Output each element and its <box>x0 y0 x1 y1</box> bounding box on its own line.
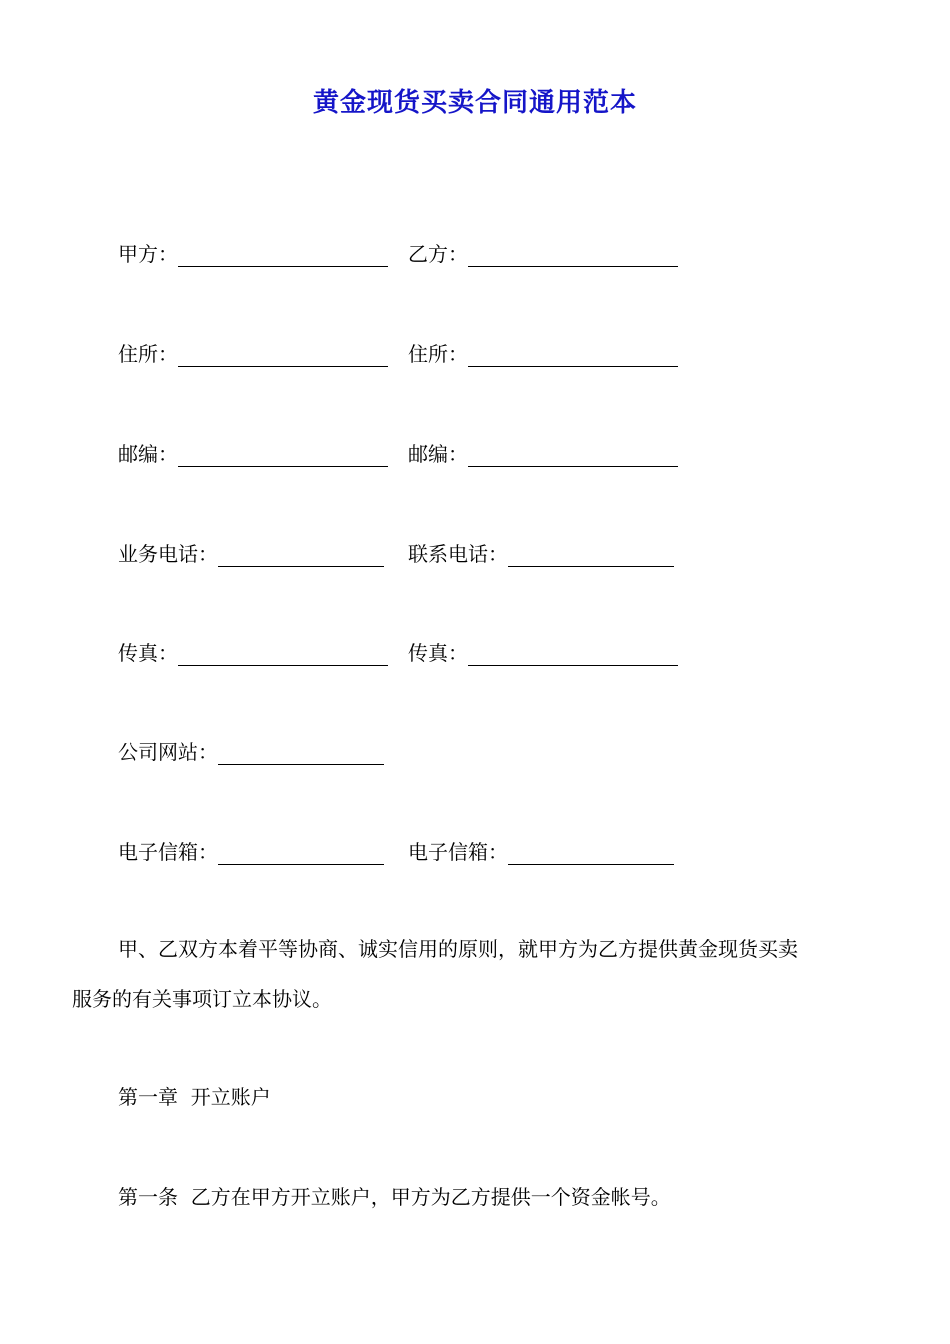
party-a-label: 甲方： <box>118 242 178 266</box>
zip-a-label: 邮编： <box>118 442 178 466</box>
intro-paragraph-line2: 服务的有关事项订立本协议。 <box>72 987 332 1011</box>
website-a-blank[interactable] <box>218 742 384 765</box>
website-a-label: 公司网站： <box>118 740 218 764</box>
phone-a-label: 业务电话： <box>118 542 218 566</box>
address-b-label: 住所： <box>408 342 468 366</box>
party-a-field <box>118 238 388 267</box>
phone-b-blank[interactable] <box>508 544 674 567</box>
address-a-field <box>118 338 388 367</box>
zip-a-field <box>118 438 388 467</box>
party-b-blank[interactable] <box>468 244 678 267</box>
email-a-field <box>118 836 384 865</box>
party-b-field <box>408 238 678 267</box>
address-b-blank[interactable] <box>468 344 678 367</box>
phone-b-label: 联系电话： <box>408 542 508 566</box>
email-a-blank[interactable] <box>218 842 384 865</box>
fax-b-label: 传真： <box>408 641 468 665</box>
zip-b-field <box>408 438 678 467</box>
fax-b-field <box>408 637 678 666</box>
document-title: 黄金现货买卖合同通用范本 <box>312 88 637 118</box>
zip-b-label: 邮编： <box>408 442 468 466</box>
fax-a-blank[interactable] <box>178 643 388 666</box>
party-b-label: 乙方： <box>408 242 468 266</box>
zip-a-blank[interactable] <box>178 444 388 467</box>
fax-a-field <box>118 637 388 666</box>
phone-b-field <box>408 538 674 567</box>
address-a-blank[interactable] <box>178 344 388 367</box>
fax-b-blank[interactable] <box>468 643 678 666</box>
intro-paragraph-line1: 甲、乙双方本着平等协商、诚实信用的原则，就甲方为乙方提供黄金现货买卖 <box>118 937 798 961</box>
address-a-label: 住所： <box>118 342 178 366</box>
fax-a-label: 传真： <box>118 641 178 665</box>
phone-a-field <box>118 538 384 567</box>
article-text: 第一条 乙方在甲方开立账户，甲方为乙方提供一个资金帐号。 <box>118 1185 671 1209</box>
website-a-field <box>118 736 384 765</box>
chapter-heading: 第一章 开立账户 <box>118 1085 271 1109</box>
address-b-field <box>408 338 678 367</box>
phone-a-blank[interactable] <box>218 544 384 567</box>
email-b-blank[interactable] <box>508 842 674 865</box>
email-a-label: 电子信箱： <box>118 840 218 864</box>
zip-b-blank[interactable] <box>468 444 678 467</box>
party-a-blank[interactable] <box>178 244 388 267</box>
email-b-label: 电子信箱： <box>408 840 508 864</box>
email-b-field <box>408 836 674 865</box>
